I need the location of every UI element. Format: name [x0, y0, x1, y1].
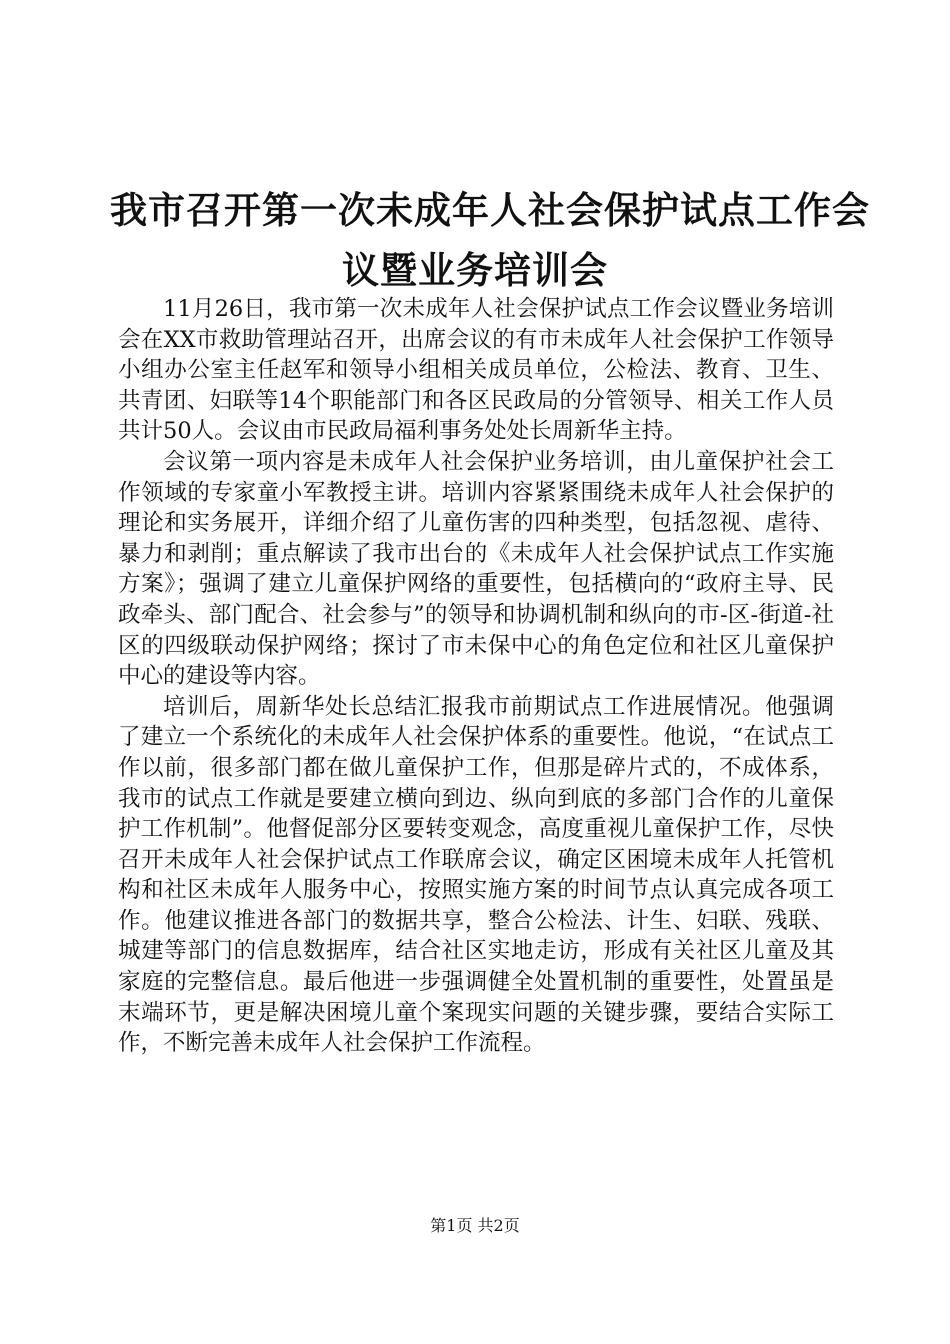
paragraph-3: 培训后，周新华处长总结汇报我市前期试点工作进展情况。他强调了建立一个系统化的未成年人社会保护体系的重要性。他说，“在试点工作以前，很多部门都在做儿童保护工作，但那是碎片式的，不成体系，我市的试点工作就是要建立横向到边、纵向到底的多部门合作的儿童保护工作机制”。他督促部分区要转变观念，高度重视儿童保护工作，尽快召开未成年人社会保护试点工作联席会议，确定区困境未成年人托管机构和社区未成年人服务中心，按照实施方案的时间节点认真完成各项工作。他建议推进各部门的数据共享，整合公检法、计生、妇联、残联、城建等部门的信息数据库，结合社区实地走访，形成有关社区儿童及其家庭的完整信息。最后他进一步强调健全处置机制的重要性，处置虽是末端环节，更是解决困境儿童个案现实问题的关键步骤，要结合实际工作，不断完善未成年人社会保护工作流程。 [118, 693, 834, 1057]
document-title-line-2: 议暨业务培训会 [342, 248, 608, 292]
paragraph-2: 会议第一项内容是未成年人社会保护业务培训，由儿童保护社会工作领域的专家童小军教授主讲。培训内容紧紧围绕未成年人社会保护的理论和实务展开，详细介绍了儿童伤害的四种类型，包括忽视、虐待、暴力和剥削；重点解读了我市出台的《未成年人社会保护试点工作实施方案》；强调了建立儿童保护网络的重要性，包括横向的“政府主导、民政牵头、部门配合、社会参与”的领导和协调机制和纵向的市-区-街道-社区的四级联动保护网络；探讨了市未保中心的角色定位和社区儿童保护中心的建设等内容。 [118, 448, 834, 690]
paragraph-1: 11月26日，我市第一次未成年人社会保护试点工作会议暨业务培训会在XX市救助管理站召开，出席会议的有市未成年人社会保护工作领导小组办公室主任赵军和领导小组相关成员单位，公检法、教育、卫生、共青团、妇联等14个职能部门和各区民政局的分管领导、相关工作人员共计50人。会议由市民政局福利事务处处长周新华主持。 [118, 296, 834, 445]
document-body [118, 294, 834, 1059]
page-footer: 第1页 共2页 [430, 1216, 520, 1235]
document-title-line-1: 我市召开第一次未成年人社会保护试点工作会 [110, 188, 870, 232]
